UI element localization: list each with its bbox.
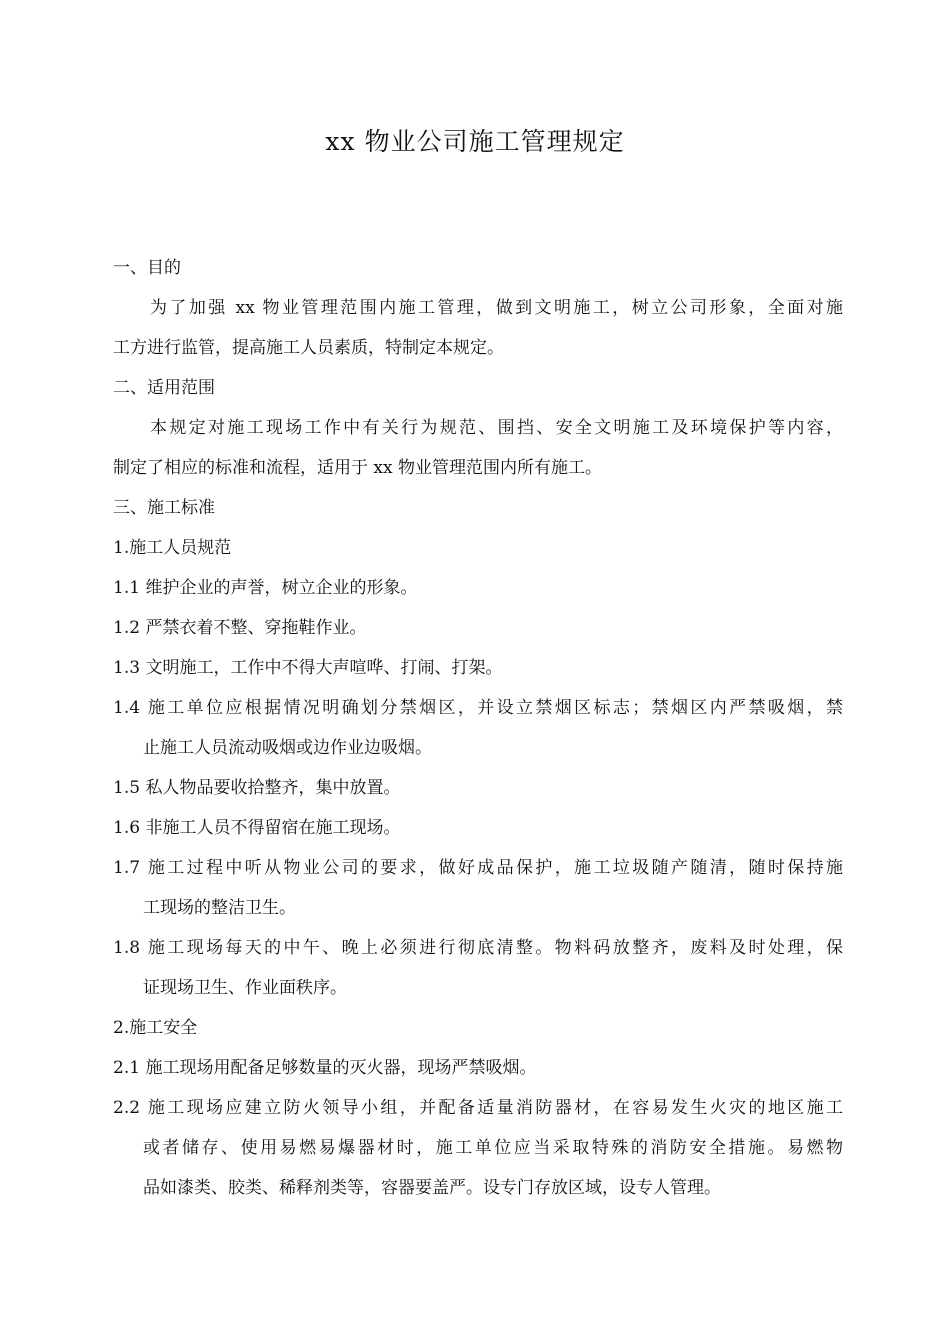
list-item-continuation: 证现场卫生、作业面秩序。 [143,978,347,998]
section-heading-purpose: 一、目的 [113,258,181,278]
list-item: 1.8 施工现场每天的中午、晚上必须进行彻底清整。物料码放整齐，废料及时处理，保 [113,938,843,958]
list-item: 1.4 施工单位应根据情况明确划分禁烟区，并设立禁烟区标志；禁烟区内严禁吸烟，禁 [113,698,843,718]
paragraph-line: 本规定对施工现场工作中有关行为规范、围挡、安全文明施工及环境保护等内容， [150,418,843,438]
document-body [113,248,843,1208]
list-item-continuation: 工现场的整洁卫生。 [143,898,296,918]
subsection-heading-safety: 2.施工安全 [113,1018,198,1038]
list-item: 1.2 严禁衣着不整、穿拖鞋作业。 [113,618,367,638]
list-item: 1.3 文明施工，工作中不得大声喧哗、打闹、打架。 [113,658,503,678]
subsection-heading-personnel: 1.施工人员规范 [113,538,232,558]
document-title: xx 物业公司施工管理规定 [325,127,625,156]
list-item: 1.6 非施工人员不得留宿在施工现场。 [113,818,401,838]
paragraph-line: 工方进行监管，提高施工人员素质，特制定本规定。 [113,338,504,358]
list-item-continuation: 或者储存、使用易燃易爆器材时，施工单位应当采取特殊的消防安全措施。易燃物 [143,1138,843,1158]
list-item: 1.5 私人物品要收拾整齐，集中放置。 [113,778,401,798]
paragraph-line: 制定了相应的标准和流程，适用于 xx 物业管理范围内所有施工。 [113,458,602,478]
list-item: 2.2 施工现场应建立防火领导小组，并配备适量消防器材，在容易发生火灾的地区施工 [113,1098,843,1118]
list-item-continuation: 止施工人员流动吸烟或边作业边吸烟。 [143,738,432,758]
section-heading-scope: 二、适用范围 [113,378,215,398]
list-item-continuation: 品如漆类、胶类、稀释剂类等，容器要盖严。设专门存放区域，设专人管理。 [143,1178,721,1198]
list-item: 1.7 施工过程中听从物业公司的要求，做好成品保护，施工垃圾随产随清，随时保持施 [113,858,843,878]
list-item: 1.1 维护企业的声誉，树立企业的形象。 [113,578,418,598]
list-item: 2.1 施工现场用配备足够数量的灭火器，现场严禁吸烟。 [113,1058,537,1078]
paragraph-line: 为了加强 xx 物业管理范围内施工管理，做到文明施工，树立公司形象，全面对施 [150,298,843,318]
section-heading-standards: 三、施工标准 [113,498,215,518]
